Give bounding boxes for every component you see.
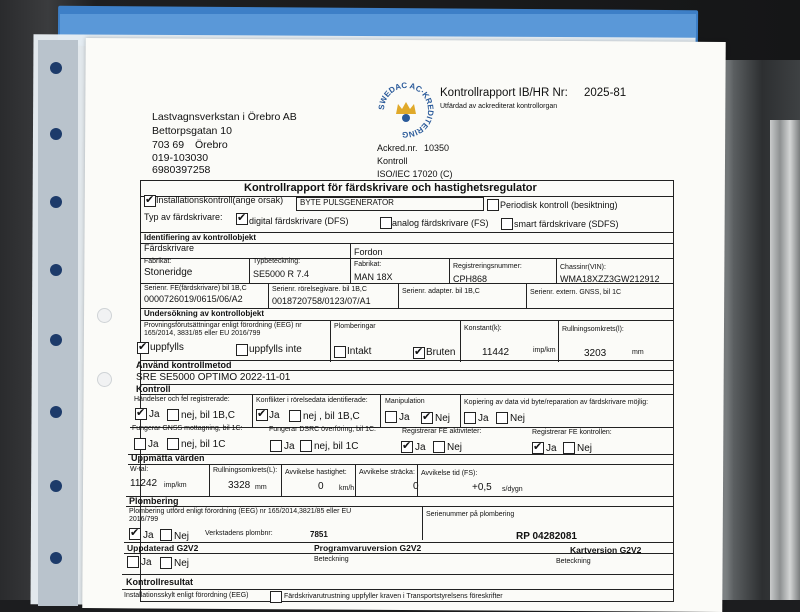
v-verkstad-plomb: 7851: [310, 530, 328, 539]
install-checkbox[interactable]: [144, 195, 156, 207]
divider: [124, 553, 674, 554]
kort-header: Kartversion G2V2: [570, 545, 642, 555]
punch-strip: [38, 40, 78, 606]
v-konstant: 11442: [482, 347, 510, 358]
intakt-checkbox[interactable]: [334, 346, 346, 358]
lbl-kopiering: Kopiering av data vid byte/reparation av färdskrivare möjlig:: [464, 399, 649, 406]
report-title: Kontrollrapport IB/HR Nr:: [440, 87, 568, 99]
divider: [556, 258, 557, 283]
lbl-avv-hast: Avvikelse hastighet:: [285, 469, 347, 476]
plomb-header: Plombering: [129, 496, 179, 506]
gnss-ja[interactable]: [134, 438, 146, 450]
lbl-fe-aktiviteter: Registrerar FE aktiviteter:: [402, 428, 482, 435]
divider: [140, 258, 674, 259]
form-title: Kontrollrapport för färdskrivare och hastighetsregulator: [244, 182, 537, 194]
lbl-rull: Rullningsomkrets(l):: [562, 326, 624, 333]
unit-avv-hast: km/h: [339, 485, 355, 492]
divider: [350, 243, 351, 283]
punch-hole: [50, 552, 62, 564]
unit-rull2: mm: [255, 484, 267, 491]
manipulation-nej[interactable]: [421, 412, 433, 424]
v-regnr: CPH868: [453, 274, 488, 284]
v-chassi: WMA18XZZ3GW212912: [560, 274, 660, 284]
lbl-serienr-gnss: Serienr. extern. GNSS, bil 1C: [530, 289, 622, 296]
divider: [140, 243, 674, 244]
ja-label: Ja: [546, 443, 557, 454]
swedac-seal-icon: [376, 80, 436, 140]
divider: [126, 496, 674, 497]
issued-by: Utfärdad av ackrediterat kontrollorgan: [440, 103, 558, 110]
nej-label: Nej: [510, 413, 526, 424]
fe-akt-ja[interactable]: [401, 441, 413, 453]
lab-city: Örebro: [195, 139, 228, 151]
lbl-dsrc: Fungerar DSRC överföring, bil 1C:: [269, 426, 376, 433]
periodic-label: Periodisk kontroll (besiktning): [500, 200, 618, 210]
dfs-label: digital färdskrivare (DFS): [249, 216, 349, 226]
lbl-verkstad-plomb: Verkstadens plombnr:: [205, 530, 273, 537]
col-fardskrivare: Färdskrivare: [144, 243, 195, 253]
nej-label: Nej: [435, 413, 451, 424]
ja-label: Ja: [141, 557, 152, 568]
upp-header: Uppmätta värden: [131, 453, 205, 463]
ja-label: Ja: [284, 441, 295, 452]
unit-rull: mm: [632, 349, 644, 356]
punch-hole: [50, 196, 62, 208]
v-fabrikat: Stoneridge: [144, 267, 193, 278]
nej-label: Nej: [174, 558, 190, 569]
nej-bil2-label: nej , bil 1B,C: [303, 411, 360, 422]
lbl-handelser: Händelser och fel registrerade:: [134, 396, 230, 403]
gnss-nej[interactable]: [167, 438, 179, 450]
divider: [460, 320, 461, 362]
prog-header: Programvaruversion G2V2: [314, 543, 422, 553]
lbl-fards-res: Färdskrivarutrustning uppfyller kraven i Transportstyrelsens föreskrifter: [284, 593, 503, 600]
punch-hole: [50, 62, 62, 74]
install-label: Installationskontroll(ange orsak): [156, 195, 284, 205]
lbl-fe-kontroll: Registrerar FE kontrollen:: [532, 429, 612, 436]
ja-label: Ja: [148, 439, 159, 450]
divider: [140, 370, 674, 371]
lbl-regnr: Registreringsnummer:: [453, 263, 522, 270]
svg-text:SWEDAC AC·KREDITERING: SWEDAC AC·KREDITERING: [376, 80, 436, 140]
lbl-wtal: W-tal:: [130, 466, 149, 473]
id-header: Identifiering av kontrollobjekt: [144, 233, 257, 242]
lab-phone: 019-103030: [152, 152, 209, 164]
divider: [140, 384, 674, 385]
beteckning-kort: Beteckning: [556, 558, 591, 565]
col-fordon: Fordon: [354, 247, 383, 257]
lbl-gnss: Fungerar GNSS mottagning, bil 1C:: [132, 425, 243, 432]
ja-label: Ja: [415, 442, 426, 453]
lbl-rull2: Rullningsomkrets(L):: [213, 467, 278, 474]
bruten-checkbox[interactable]: [413, 347, 425, 359]
ja-label: Ja: [269, 410, 280, 421]
fe-akt-nej[interactable]: [433, 441, 445, 453]
lbl-install-res: Installationsskylt enligt förordning (EEG): [124, 592, 249, 599]
lbl-serienr-adapter: Serienr. adapter. bil 1B,C: [402, 288, 480, 295]
divider: [252, 394, 253, 428]
lbl-chassi: Chassinr(VIN):: [560, 264, 606, 271]
divider: [122, 574, 674, 575]
punch-hole: [50, 128, 62, 140]
fs-label: analog färdskrivare (FS): [392, 218, 489, 228]
uppfylls-label: uppfylls: [150, 342, 184, 353]
sdfs-label: smart färdskrivare (SDFS): [514, 219, 619, 229]
divider: [140, 283, 674, 284]
lbl-typbeteckning: Typbeteckning:: [253, 258, 301, 265]
ja-label: Ja: [149, 409, 160, 420]
nej-label: Nej: [577, 443, 593, 454]
manipulation-ja[interactable]: [385, 411, 397, 423]
plomb-ja[interactable]: [129, 528, 141, 540]
divider: [417, 464, 418, 496]
kontroll-header: Kontroll: [136, 384, 171, 394]
v-avv-stracka: 0: [413, 481, 419, 492]
lbl-serienr-fe: Serienr. FE(färdskrivare) bil 1B,C: [144, 285, 247, 292]
unit-wtal: imp/km: [164, 482, 187, 489]
fe-kontroll-ja[interactable]: [532, 442, 544, 454]
v-fabrikat-fordon: MAN 18X: [354, 272, 393, 282]
type-label: Typ av färdskrivare:: [144, 212, 223, 222]
nej-bil1c-label: nej, bil 1C: [314, 441, 359, 452]
periodic-checkbox[interactable]: [487, 199, 499, 211]
v-rull2: 3328: [228, 480, 251, 491]
lbl-plomb-utford: Plombering utförd enligt förordning (EEG) nr 165/2014,3821/85 eller EU 2016/799: [129, 508, 352, 524]
nej-label: Nej: [447, 442, 463, 453]
handelser-ja[interactable]: [135, 408, 147, 420]
fe-kontroll-nej[interactable]: [563, 442, 575, 454]
unit-avv-tid: s/dygn: [502, 486, 523, 493]
kopiering-nej[interactable]: [496, 412, 508, 424]
divider: [526, 283, 527, 308]
divider: [355, 464, 356, 496]
ja-label: Ja: [143, 530, 154, 541]
divider: [449, 258, 450, 283]
ja-label: Ja: [478, 413, 489, 424]
punch-hole: [50, 334, 62, 346]
lbl-avv-stracka: Avvikelse sträcka:: [359, 469, 415, 476]
fs-checkbox[interactable]: [380, 217, 392, 229]
lbl-serienr-plomb: Serienummer på plombering: [426, 511, 515, 518]
handelser-nej[interactable]: [167, 409, 179, 421]
divider: [140, 394, 674, 395]
nej-label: Nej: [174, 531, 190, 542]
v-serienr-rorelse: 0018720758/0123/07/A1: [272, 296, 371, 306]
nej-bil-label: nej, bil 1B,C: [181, 410, 235, 421]
lbl-konflikter: Konflikter i rörelsedata identifierade:: [256, 397, 368, 404]
ackred-label: Ackred.nr.: [377, 143, 418, 153]
metod-header: Använd kontrollmetod: [136, 360, 232, 370]
report-number: 2025-81: [584, 87, 627, 99]
uppd-header: Uppdaterad G2V2: [127, 543, 199, 553]
punch-hole: [50, 406, 62, 418]
lbl-fabrikat-fordon: Fabrikat:: [354, 261, 382, 268]
dfs-checkbox[interactable]: [236, 213, 248, 225]
beteckning-prog: Beteckning: [314, 556, 349, 563]
divider: [281, 464, 282, 496]
v-serienr-plomb: RP 04282081: [516, 531, 577, 542]
dsrc-ja[interactable]: [270, 440, 282, 452]
punch-hole: [50, 480, 62, 492]
lab-name: Lastvagnsverkstan i Örebro AB: [152, 111, 297, 123]
v-avv-hast: 0: [318, 481, 324, 492]
v-wtal: 11242: [130, 478, 158, 489]
sdfs-checkbox[interactable]: [501, 218, 513, 230]
lbl-serienr-rorelse: Serienr. rörelsegivare. bil 1B,C: [272, 286, 367, 293]
lab-street: Bettorpsgatan 10: [152, 125, 232, 137]
iso-label: ISO/IEC 17020 (C): [377, 169, 453, 179]
lbl-avv-tid: Avvikelse tid (FS):: [421, 470, 478, 477]
v-typbeteckning: SE5000 R 7.4: [253, 269, 310, 279]
v-rull: 3203: [584, 348, 607, 359]
divider: [126, 506, 674, 507]
lab-org: 6980397258: [152, 164, 211, 176]
lbl-manipulation: Manipulation: [385, 398, 425, 405]
v-metod: SRE SE5000 OPTIMO 2022-11-01: [136, 372, 291, 383]
plomb-nej[interactable]: [160, 529, 172, 541]
divider: [140, 320, 674, 321]
result-header: Kontrollresultat: [126, 577, 194, 587]
kopiering-ja[interactable]: [464, 412, 476, 424]
kontroll-label: Kontroll: [377, 156, 408, 166]
uppfylls-inte-label: uppfylls inte: [249, 344, 302, 355]
divider: [460, 394, 461, 428]
divider: [330, 320, 331, 362]
v-serienr-fe: 0000726019/0615/06/A2: [144, 294, 243, 304]
divider: [209, 464, 210, 496]
divider: [268, 283, 269, 308]
ja-label: Ja: [399, 412, 410, 423]
uppd-nej[interactable]: [160, 557, 172, 569]
dsrc-nej[interactable]: [300, 440, 312, 452]
uppd-ja[interactable]: [127, 556, 139, 568]
nej-bil1c-label: nej, bil 1C: [181, 439, 226, 450]
uppfylls-checkbox[interactable]: [137, 342, 149, 354]
fards-res-checkbox[interactable]: [270, 591, 282, 603]
paper-hole: [97, 308, 112, 323]
punch-hole: [50, 264, 62, 276]
und-header: Undersökning av kontrollobjekt: [144, 309, 265, 318]
divider: [558, 320, 559, 362]
lbl-plombering: Plomberingar: [334, 323, 376, 330]
divider: [380, 394, 381, 428]
paper-hole: [97, 372, 112, 387]
divider: [128, 454, 674, 455]
binder-edge: [770, 120, 800, 600]
divider: [398, 283, 399, 308]
konflikter-nej[interactable]: [289, 410, 301, 422]
uppfylls-inte-checkbox[interactable]: [236, 344, 248, 356]
unit-konstant: imp/km: [533, 347, 556, 354]
divider: [249, 258, 250, 283]
bruten-label: Bruten: [426, 347, 456, 358]
intakt-label: Intakt: [347, 346, 372, 357]
konflikter-ja[interactable]: [256, 409, 268, 421]
lbl-prov: Provningsförutsättningar enligt förordning (EEG) nr 165/2014, 3831/85 eller EU 2016/799: [144, 322, 302, 337]
lbl-konstant: Konstant(k):: [464, 325, 502, 332]
install-reason: BYTE PULSGENERATOR: [300, 198, 394, 207]
v-avv-tid: +0,5: [472, 482, 492, 493]
divider: [422, 506, 423, 540]
lab-postal: 703 69: [152, 139, 185, 151]
divider: [122, 589, 674, 590]
lbl-fabrikat: Fabrikat:: [144, 258, 172, 265]
ackred-number: 10350: [424, 143, 450, 153]
